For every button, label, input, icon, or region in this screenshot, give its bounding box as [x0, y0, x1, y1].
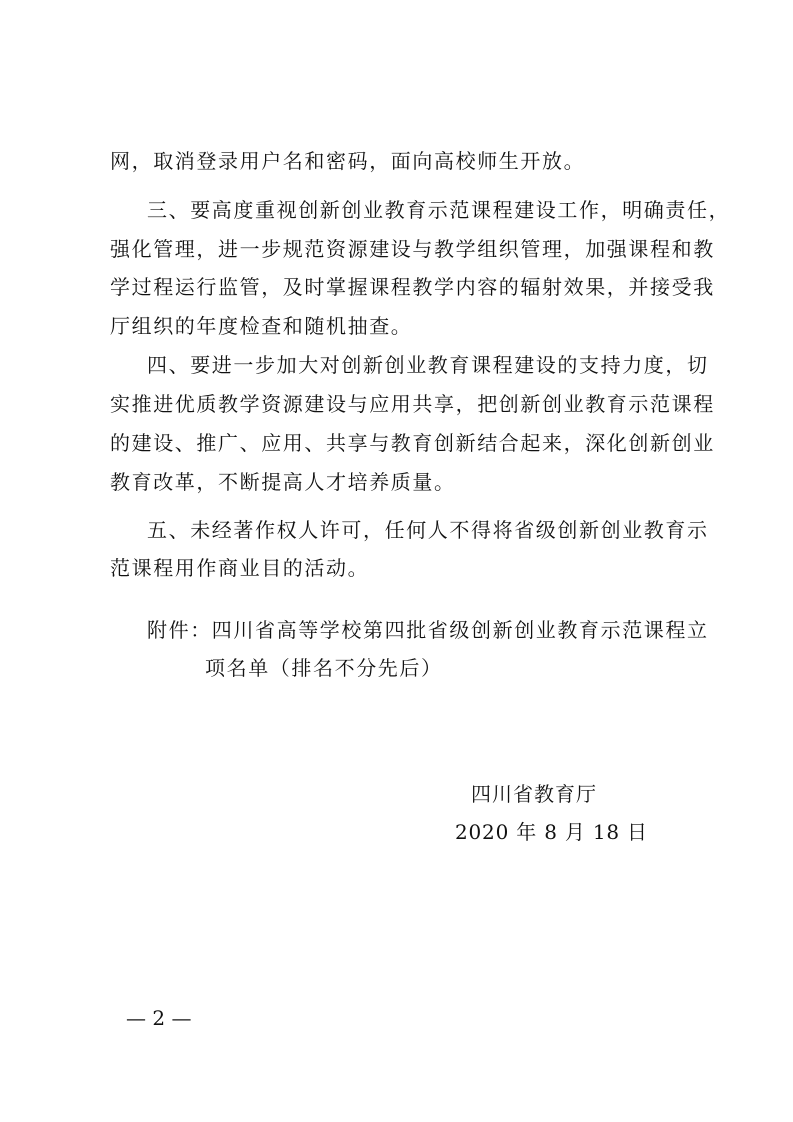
body-line: 学过程运行监管，及时掌握课程教学内容的辐射效果，并接受我 — [110, 275, 715, 299]
body-line: 教育改革，不断提高人才培养质量。 — [110, 470, 456, 494]
body-line: 网，取消登录用户名和密码，面向高校师生开放。 — [110, 149, 586, 173]
body-line: 三、要高度重视创新创业教育示范课程建设工作，明确责任， — [147, 198, 731, 222]
body-line: 范课程用作商业目的活动。 — [110, 556, 370, 580]
body-line: 实推进优质教学资源建设与应用共享，把创新创业教育示范课程 — [110, 392, 715, 416]
page-number: — 2 — — [126, 1006, 192, 1030]
body-line: 厅组织的年度检查和随机抽查。 — [110, 314, 413, 338]
body-line: 四、要进一步加大对创新创业教育课程建设的支持力度，切 — [147, 353, 709, 377]
body-line: 五、未经著作权人许可，任何人不得将省级创新创业教育示 — [147, 518, 709, 542]
signature-date: 2020 年 8 月 18 日 — [455, 820, 648, 844]
body-line: 强化管理，进一步规范资源建设与教学组织管理，加强课程和教 — [110, 237, 715, 261]
signature-organization: 四川省教育厅 — [471, 782, 597, 806]
attachment-line-2: 项名单（排名不分先后） — [205, 656, 443, 680]
body-line: 的建设、推广、应用、共享与教育创新结合起来，深化创新创业 — [110, 431, 715, 455]
attachment-line-1: 附件：四川省高等学校第四批省级创新创业教育示范课程立 — [147, 618, 709, 642]
